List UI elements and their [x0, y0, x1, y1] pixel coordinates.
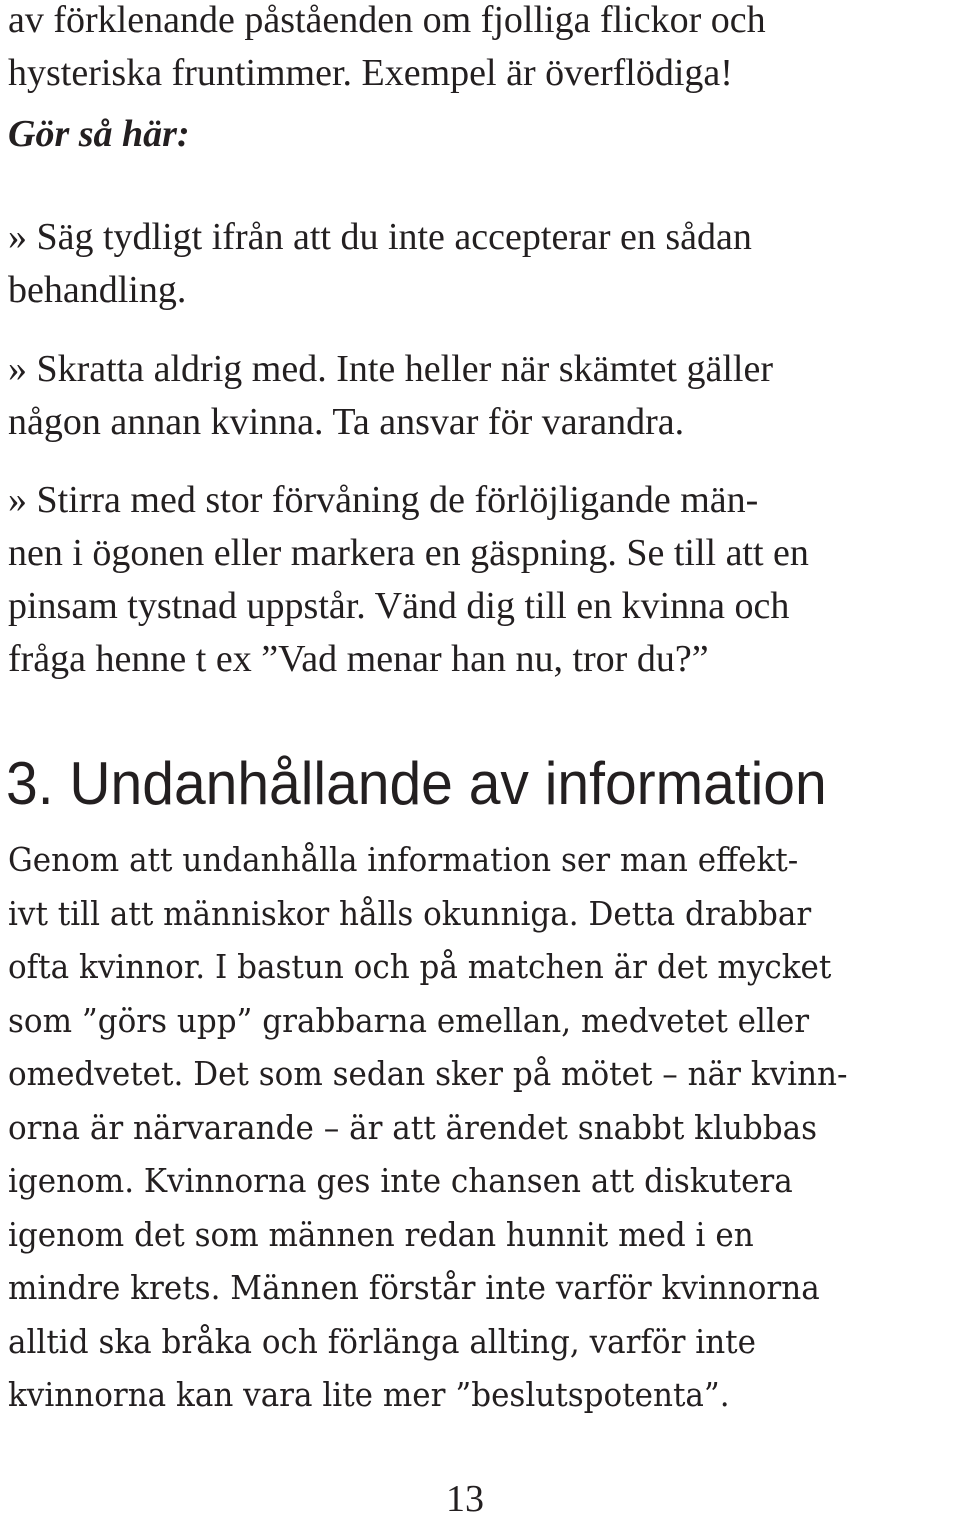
text-line: alltid ska bråka och förlänga allting, varför inte: [8, 1321, 757, 1361]
bullet-item: [8, 211, 953, 317]
intro-paragraph: [8, 0, 953, 100]
section-heading: 3. Undanhållande av information: [6, 750, 827, 817]
page-number: 13: [446, 1478, 484, 1520]
text-line: pinsam tystnad uppstår. Vänd dig till en kvinna och: [8, 585, 790, 627]
text-line: Genom att undanhålla information ser man effekt-: [8, 840, 799, 879]
text-line: behandling.: [8, 269, 187, 311]
text-line: kvinnorna kan vara lite mer ”beslutspotenta”.: [8, 1375, 730, 1414]
text-line: mindre krets. Männen förstår inte varför kvinnorna: [8, 1268, 820, 1307]
text-line: igenom. Kvinnorna ges inte chansen att diskutera: [8, 1161, 793, 1200]
text-line: hysteriska fruntimmer. Exempel är överflödiga!: [8, 52, 733, 94]
instructions-heading-block: [8, 108, 953, 161]
bullet-item: [8, 474, 953, 686]
text-line: fråga henne t ex ”Vad menar han nu, tror du?”: [8, 638, 709, 680]
text-line: som ”görs upp” grabbarna emellan, medvetet eller: [8, 1000, 810, 1040]
text-line: orna är närvarande – är att ärendet snabbt klubbas: [8, 1107, 818, 1147]
text-line: omedvetet. Det som sedan sker på mötet – när kvinn-: [8, 1054, 848, 1093]
text-line: nen i ögonen eller markera en gäspning. Se till att en: [8, 532, 809, 574]
text-line: någon annan kvinna. Ta ansvar för varandra.: [8, 401, 685, 443]
text-line: » Stirra med stor förvåning de förlöjligande män-: [8, 479, 759, 521]
text-line: » Skratta aldrig med. Inte heller när skämtet gäller: [8, 348, 773, 390]
text-line: ofta kvinnor. I bastun och på matchen är det mycket: [8, 947, 832, 986]
section-paragraph: [8, 833, 956, 1422]
text-line: av förklenande påståenden om fjolliga flickor och: [8, 0, 766, 41]
instructions-heading: Gör så här:: [8, 113, 190, 155]
bullet-item: [8, 343, 953, 449]
text-line: igenom det som männen redan hunnit med i en: [8, 1214, 754, 1254]
text-line: » Säg tydligt ifrån att du inte accepterar en sådan: [8, 216, 752, 258]
text-line: ivt till att människor hålls okunniga. Detta drabbar: [8, 893, 812, 933]
